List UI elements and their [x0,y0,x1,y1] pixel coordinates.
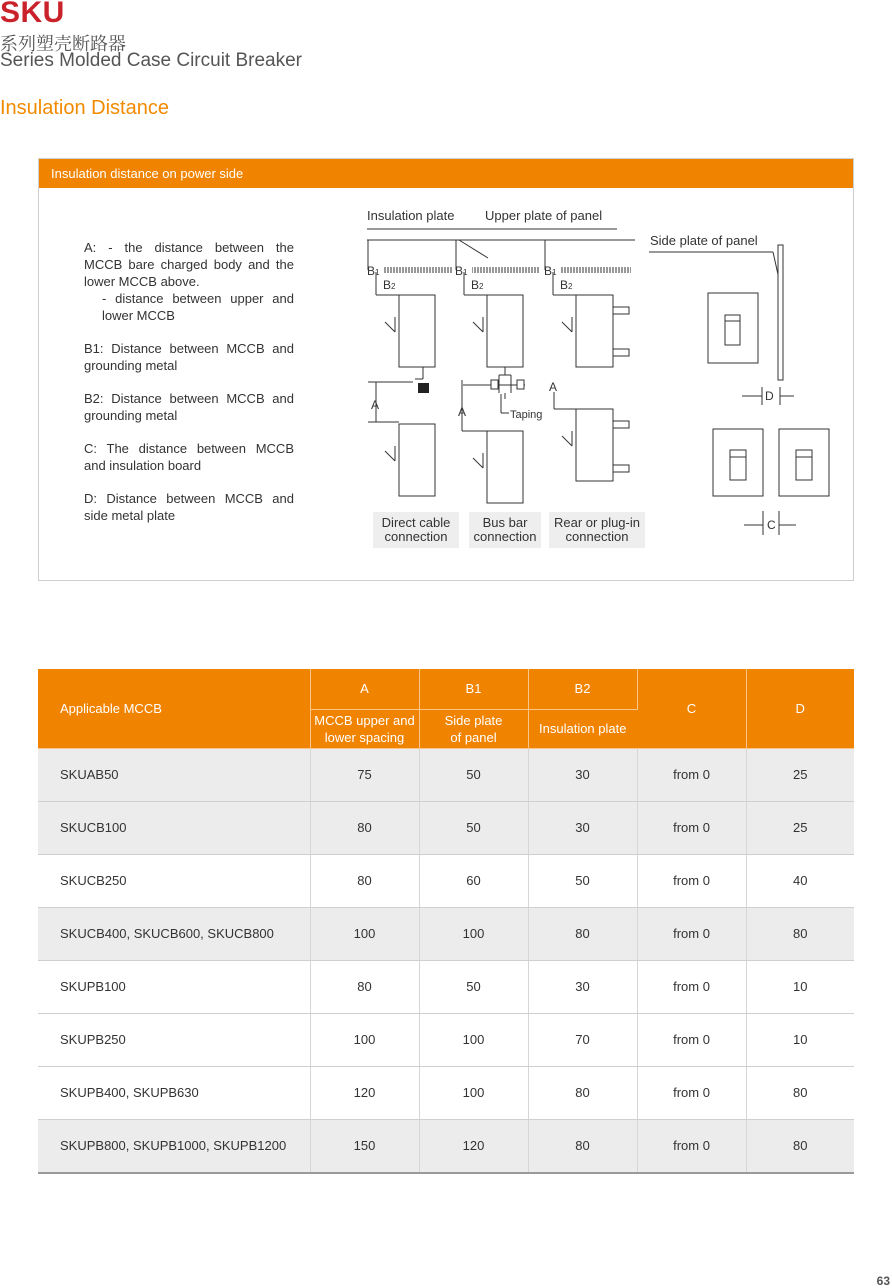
cell-d: 40 [746,854,854,907]
label-side-plate: Side plate of panel [650,233,758,248]
cell-b1: 50 [419,748,528,801]
cell-d: 10 [746,1013,854,1066]
definition-c: C: The distance between MCCB and insulation board [84,441,294,473]
cell-model: SKUCB400, SKUCB600, SKUCB800 [38,907,310,960]
caption-rear-2: connection [565,529,629,544]
cell-b2: 30 [528,960,637,1013]
cell-b1: 60 [419,854,528,907]
label-d: D [765,389,774,403]
caption-bus-bar-1: Bus bar [482,515,528,530]
cell-b1: 100 [419,1013,528,1066]
mccb-lower-1 [399,424,435,496]
cell-model: SKUPB250 [38,1013,310,1066]
cell-b2: 50 [528,854,637,907]
brand-title: SKU [0,0,65,29]
mccb-upper-2 [487,295,523,367]
mccb-lower-2 [487,431,523,503]
page-number: 63 [876,1274,890,1288]
insulation-strip-2 [472,267,539,273]
cell-model: SKUPB100 [38,960,310,1013]
label-b1-col1: B1 [367,264,380,278]
insulation-panel [38,158,854,581]
cell-c: from 0 [637,748,746,801]
mccb-upper-3 [576,295,613,367]
mccb-upper-1 [399,295,435,367]
cell-a: 120 [310,1066,419,1119]
definition-b1: B1: Distance between MCCB and grounding metal [84,341,294,373]
cell-d: 10 [746,960,854,1013]
caption-rear-1: Rear or plug-in [554,515,640,530]
panel-title-bar: Insulation distance on power side [39,159,853,188]
cell-b1: 50 [419,801,528,854]
definition-d: D: Distance between MCCB and side metal plate [84,491,294,523]
mccb-lower-3 [576,409,613,481]
subtitle-chinese: 系列塑壳断路器 [0,34,126,54]
insulation-strip-3 [561,267,631,273]
cell-d: 80 [746,1119,854,1173]
header-c: C [637,669,746,748]
cell-d: 25 [746,801,854,854]
table-body [38,748,854,1173]
insulation-strip-1 [383,267,453,273]
label-c: C [767,518,776,532]
cell-model: SKUCB250 [38,854,310,907]
spec-table [38,669,854,1174]
header-a: A [310,669,419,709]
label-b2-col3: B2 [560,278,573,292]
table-row [38,907,854,960]
caption-bus-bar-2: connection [473,529,537,544]
label-b1-col3: B1 [544,264,557,278]
cell-b2: 30 [528,748,637,801]
cell-d: 25 [746,748,854,801]
cell-c: from 0 [637,854,746,907]
cell-model: SKUPB800, SKUPB1000, SKUPB1200 [38,1119,310,1173]
cell-c: from 0 [637,1066,746,1119]
cell-a: 80 [310,960,419,1013]
header-a-sub: MCCB upper and lower spacing [310,709,419,748]
cell-c: from 0 [637,1119,746,1173]
header-d: D [746,669,854,748]
label-b1-col2: B1 [455,264,468,278]
leader-line [459,240,488,258]
caption-direct-cable-1: Direct cable [381,515,451,530]
caption-direct-cable-2: connection [384,529,448,544]
header-applicable-mccb: Applicable MCCB [38,669,310,748]
side-plate [778,245,783,380]
cell-a: 80 [310,854,419,907]
cell-model: SKUPB400, SKUPB630 [38,1066,310,1119]
cell-c: from 0 [637,960,746,1013]
label-a-col1: A [371,398,380,412]
cell-a: 150 [310,1119,419,1173]
cell-b1: 100 [419,907,528,960]
label-b2-col1: B2 [383,278,396,292]
cell-a: 75 [310,748,419,801]
cell-model: SKUAB50 [38,748,310,801]
label-a-col3: A [549,380,558,394]
cell-d: 80 [746,1066,854,1119]
table-row [38,1119,854,1173]
subtitle-english: Series Molded Case Circuit Breaker [0,50,303,71]
cell-a: 80 [310,801,419,854]
cell-b2: 80 [528,1119,637,1173]
cell-d: 80 [746,907,854,960]
cell-b2: 80 [528,907,637,960]
label-upper-plate: Upper plate of panel [485,208,603,223]
label-a-col2: A [458,405,467,419]
cell-a: 100 [310,1013,419,1066]
header-b1: B1 [419,669,528,709]
label-b2-col2: B2 [471,278,484,292]
cell-b2: 30 [528,801,637,854]
label-insulation-plate: Insulation plate [367,208,455,223]
cable-lug [418,383,429,393]
insulation-diagram [39,159,855,582]
cell-b2: 70 [528,1013,637,1066]
table-row [38,748,854,801]
table-row [38,801,854,854]
table-row [38,1013,854,1066]
section-title: Insulation Distance [0,97,169,119]
definition-a-cont: - distance between upper and lower MCCB [102,291,294,323]
cell-model: SKUCB100 [38,801,310,854]
table-row [38,1066,854,1119]
definition-b2: B2: Distance between MCCB and grounding metal [84,391,294,423]
cell-c: from 0 [637,907,746,960]
cell-b2: 80 [528,1066,637,1119]
cell-b1: 50 [419,960,528,1013]
cell-c: from 0 [637,1013,746,1066]
cell-c: from 0 [637,801,746,854]
header-b2-sub: Insulation plate [528,709,637,748]
cell-a: 100 [310,907,419,960]
cell-b1: 100 [419,1066,528,1119]
header-b1-sub: Side plate of panel [419,709,528,748]
cell-b1: 120 [419,1119,528,1173]
header-b2: B2 [528,669,637,709]
definition-a: A: - the distance between the MCCB bare charged body and the lower MCCB above. [84,240,294,289]
label-taping: Taping [510,409,543,421]
table-row [38,854,854,907]
table-row [38,960,854,1013]
